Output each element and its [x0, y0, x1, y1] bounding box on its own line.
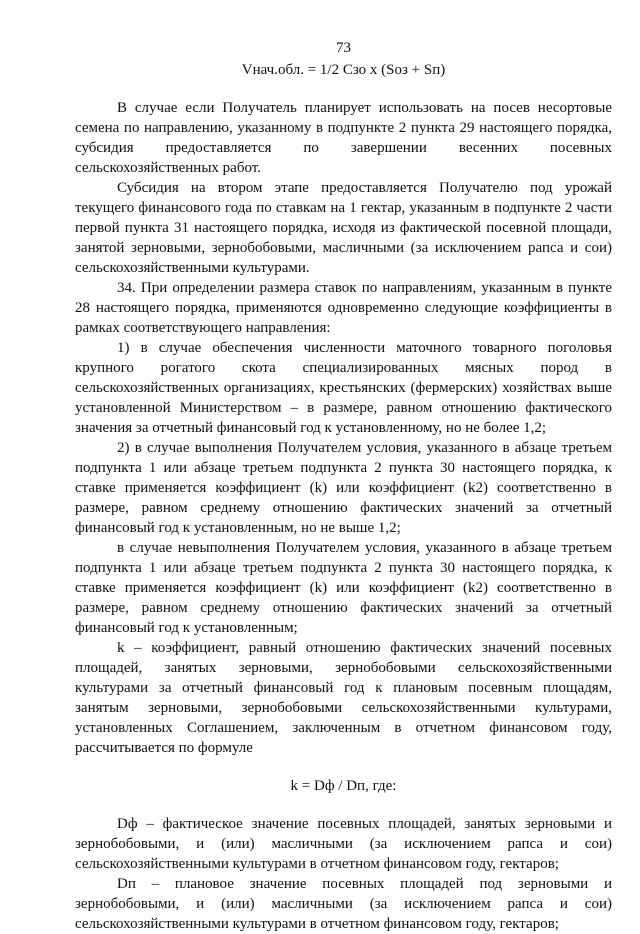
- definition-d-fact: Dф – фактическое значение посевных площадей, занятых зерновыми и зернобобовыми, и (или) масличными (за исключением рапса и сои) сельскохозяйственными культурами в отчетном финансовом году, гектаров;: [75, 816, 612, 872]
- paragraph-k-definition: k – коэффициент, равный отношению фактических значений посевных площадей, занятых зерновыми, зернобобовыми сельскохозяйственными культурами за отчетный финансовый год к плановым посевным площадям, занятым зерновыми, зернобобовыми сельскохозяйственными культурами, установленных Соглашением, заключенным в отчетном финансовом году, рассчитывается по формуле: [75, 640, 612, 756]
- paragraph-second-stage: Субсидия на втором этапе предоставляется Получателю под урожай текущего финансового года по ставкам на 1 гектар, указанным в подпункте 2 части первой пункта 31 настоящего порядка, исходя из фактической посевной площади, занятой зерновыми, зернобобовыми, масличными (за исключением рапса и сои) сельскохозяйственными культурами.: [75, 180, 612, 276]
- paragraph-coefficient-1: 1) в случае обеспечения численности маточного товарного поголовья крупного рогатого скота специализированных мясных пород в сельскохозяйственных организациях, крестьянских (фермерских) хозяйствах выше установленной Министерством – в размере, равном отношению фактического значения за отчетный финансовый год к установленному, но не более 1,2;: [75, 340, 612, 436]
- formula-k: k = Dф / Dп, где:: [290, 778, 397, 794]
- paragraph-non-fulfillment: в случае невыполнения Получателем условия, указанного в абзаце третьем подпункта 1 или абзаце третьем подпункта 2 пункта 30 настоящего порядка, к ставке применяется коэффициент (k) или коэффициент (k2) соответственно в размере, равном среднему отношению фактических значений за отчетный финансовый год к установленным;: [75, 540, 612, 636]
- paragraph-seed-subsidy: В случае если Получатель планирует использовать на посев несортовые семена по направлению, указанному в подпункте 2 пункта 29 настоящего порядка, субсидия предоставляется по завершении весенних посевных сельскохозяйственных работ.: [75, 100, 612, 176]
- paragraph-coefficient-2: 2) в случае выполнения Получателем условия, указанного в абзаце третьем подпункта 1 или абзаце третьем подпункта 2 пункта 30 настоящего порядка, к ставке применяется коэффициент (k) или коэффициент (k2) соответственно в размере, равном среднему отношению фактических значений за отчетный финансовый год к установленным, но не выше 1,2;: [75, 440, 612, 536]
- paragraph-item-34: 34. При определении размера ставок по направлениям, указанным в пункте 28 настоящего порядка, применяются одновременно следующие коэффициенты в рамках соответствующего направления:: [75, 280, 612, 336]
- document-page: [75, 38, 612, 934]
- formula-initial-volume: Vнач.обл. = 1/2 Cзо x (Sоз + Sп): [241, 62, 446, 78]
- definition-d-plan: Dп – плановое значение посевных площадей под зерновыми и зернобобовыми, и (или) масличными (за исключением рапса и сои) сельскохозяйственными культурами в отчетном финансовом году, гектаров;: [75, 876, 612, 932]
- page-number: 73: [336, 40, 351, 56]
